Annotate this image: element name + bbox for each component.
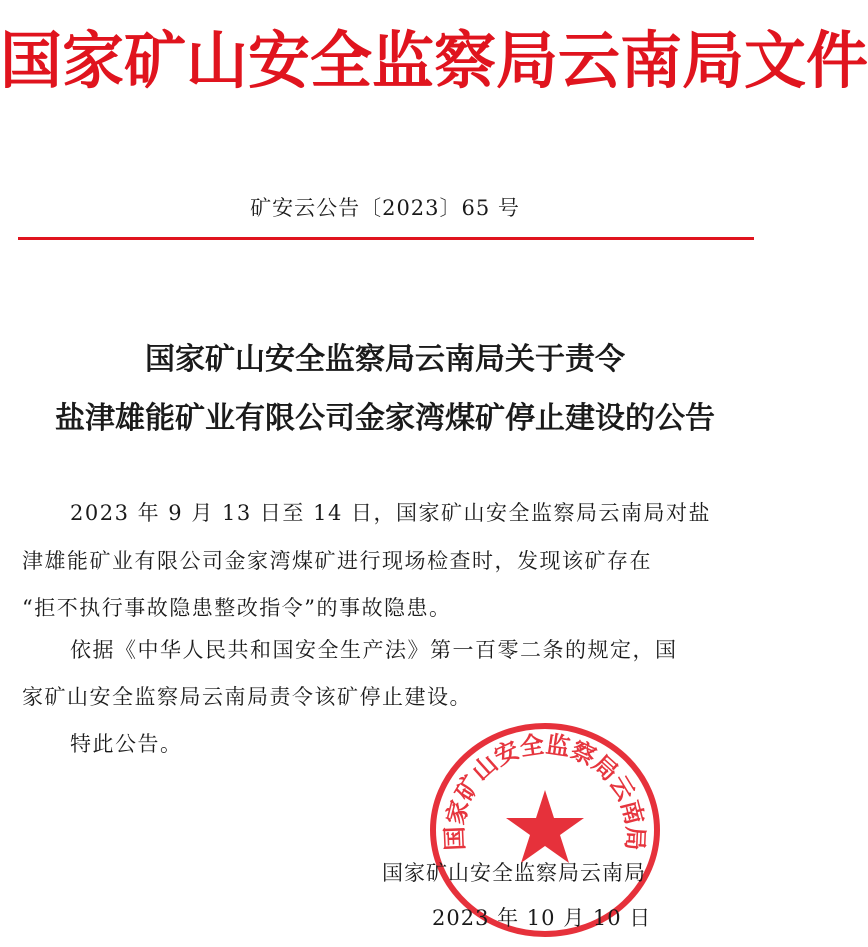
document-number: 矿安云公告〔2023〕65 号 xyxy=(250,196,520,220)
seal-text: 国家矿山安全监察局云南局 xyxy=(440,730,650,852)
signature-date: 2023 年 10 月 10 日 xyxy=(432,906,652,930)
paragraph-1-line-1: 2023 年 9 月 13 日至 14 日，国家矿山安全监察局云南局对盐 xyxy=(70,501,711,525)
star-icon xyxy=(506,790,584,863)
paragraph-1-line-3: “拒不执行事故隐患整改指令”的事故隐患。 xyxy=(22,596,452,620)
red-divider-line xyxy=(18,237,754,240)
paragraph-2-line-1: 依据《中华人民共和国安全生产法》第一百零二条的规定，国 xyxy=(70,638,678,662)
paragraph-2-line-2: 家矿山安全监察局云南局责令该矿停止建设。 xyxy=(22,685,472,709)
notice-title-line-1: 国家矿山安全监察局云南局关于责令 xyxy=(145,342,625,377)
paragraph-3-line-1: 特此公告。 xyxy=(70,732,183,756)
notice-title-line-2: 盐津雄能矿业有限公司金家湾煤矿停止建设的公告 xyxy=(55,401,715,436)
paragraph-1-line-2: 津雄能矿业有限公司金家湾煤矿进行现场检查时，发现该矿存在 xyxy=(22,549,652,573)
document-header-title: 国家矿山安全监察局云南局文件 xyxy=(0,24,868,97)
signature-organization: 国家矿山安全监察局云南局 xyxy=(382,861,646,885)
